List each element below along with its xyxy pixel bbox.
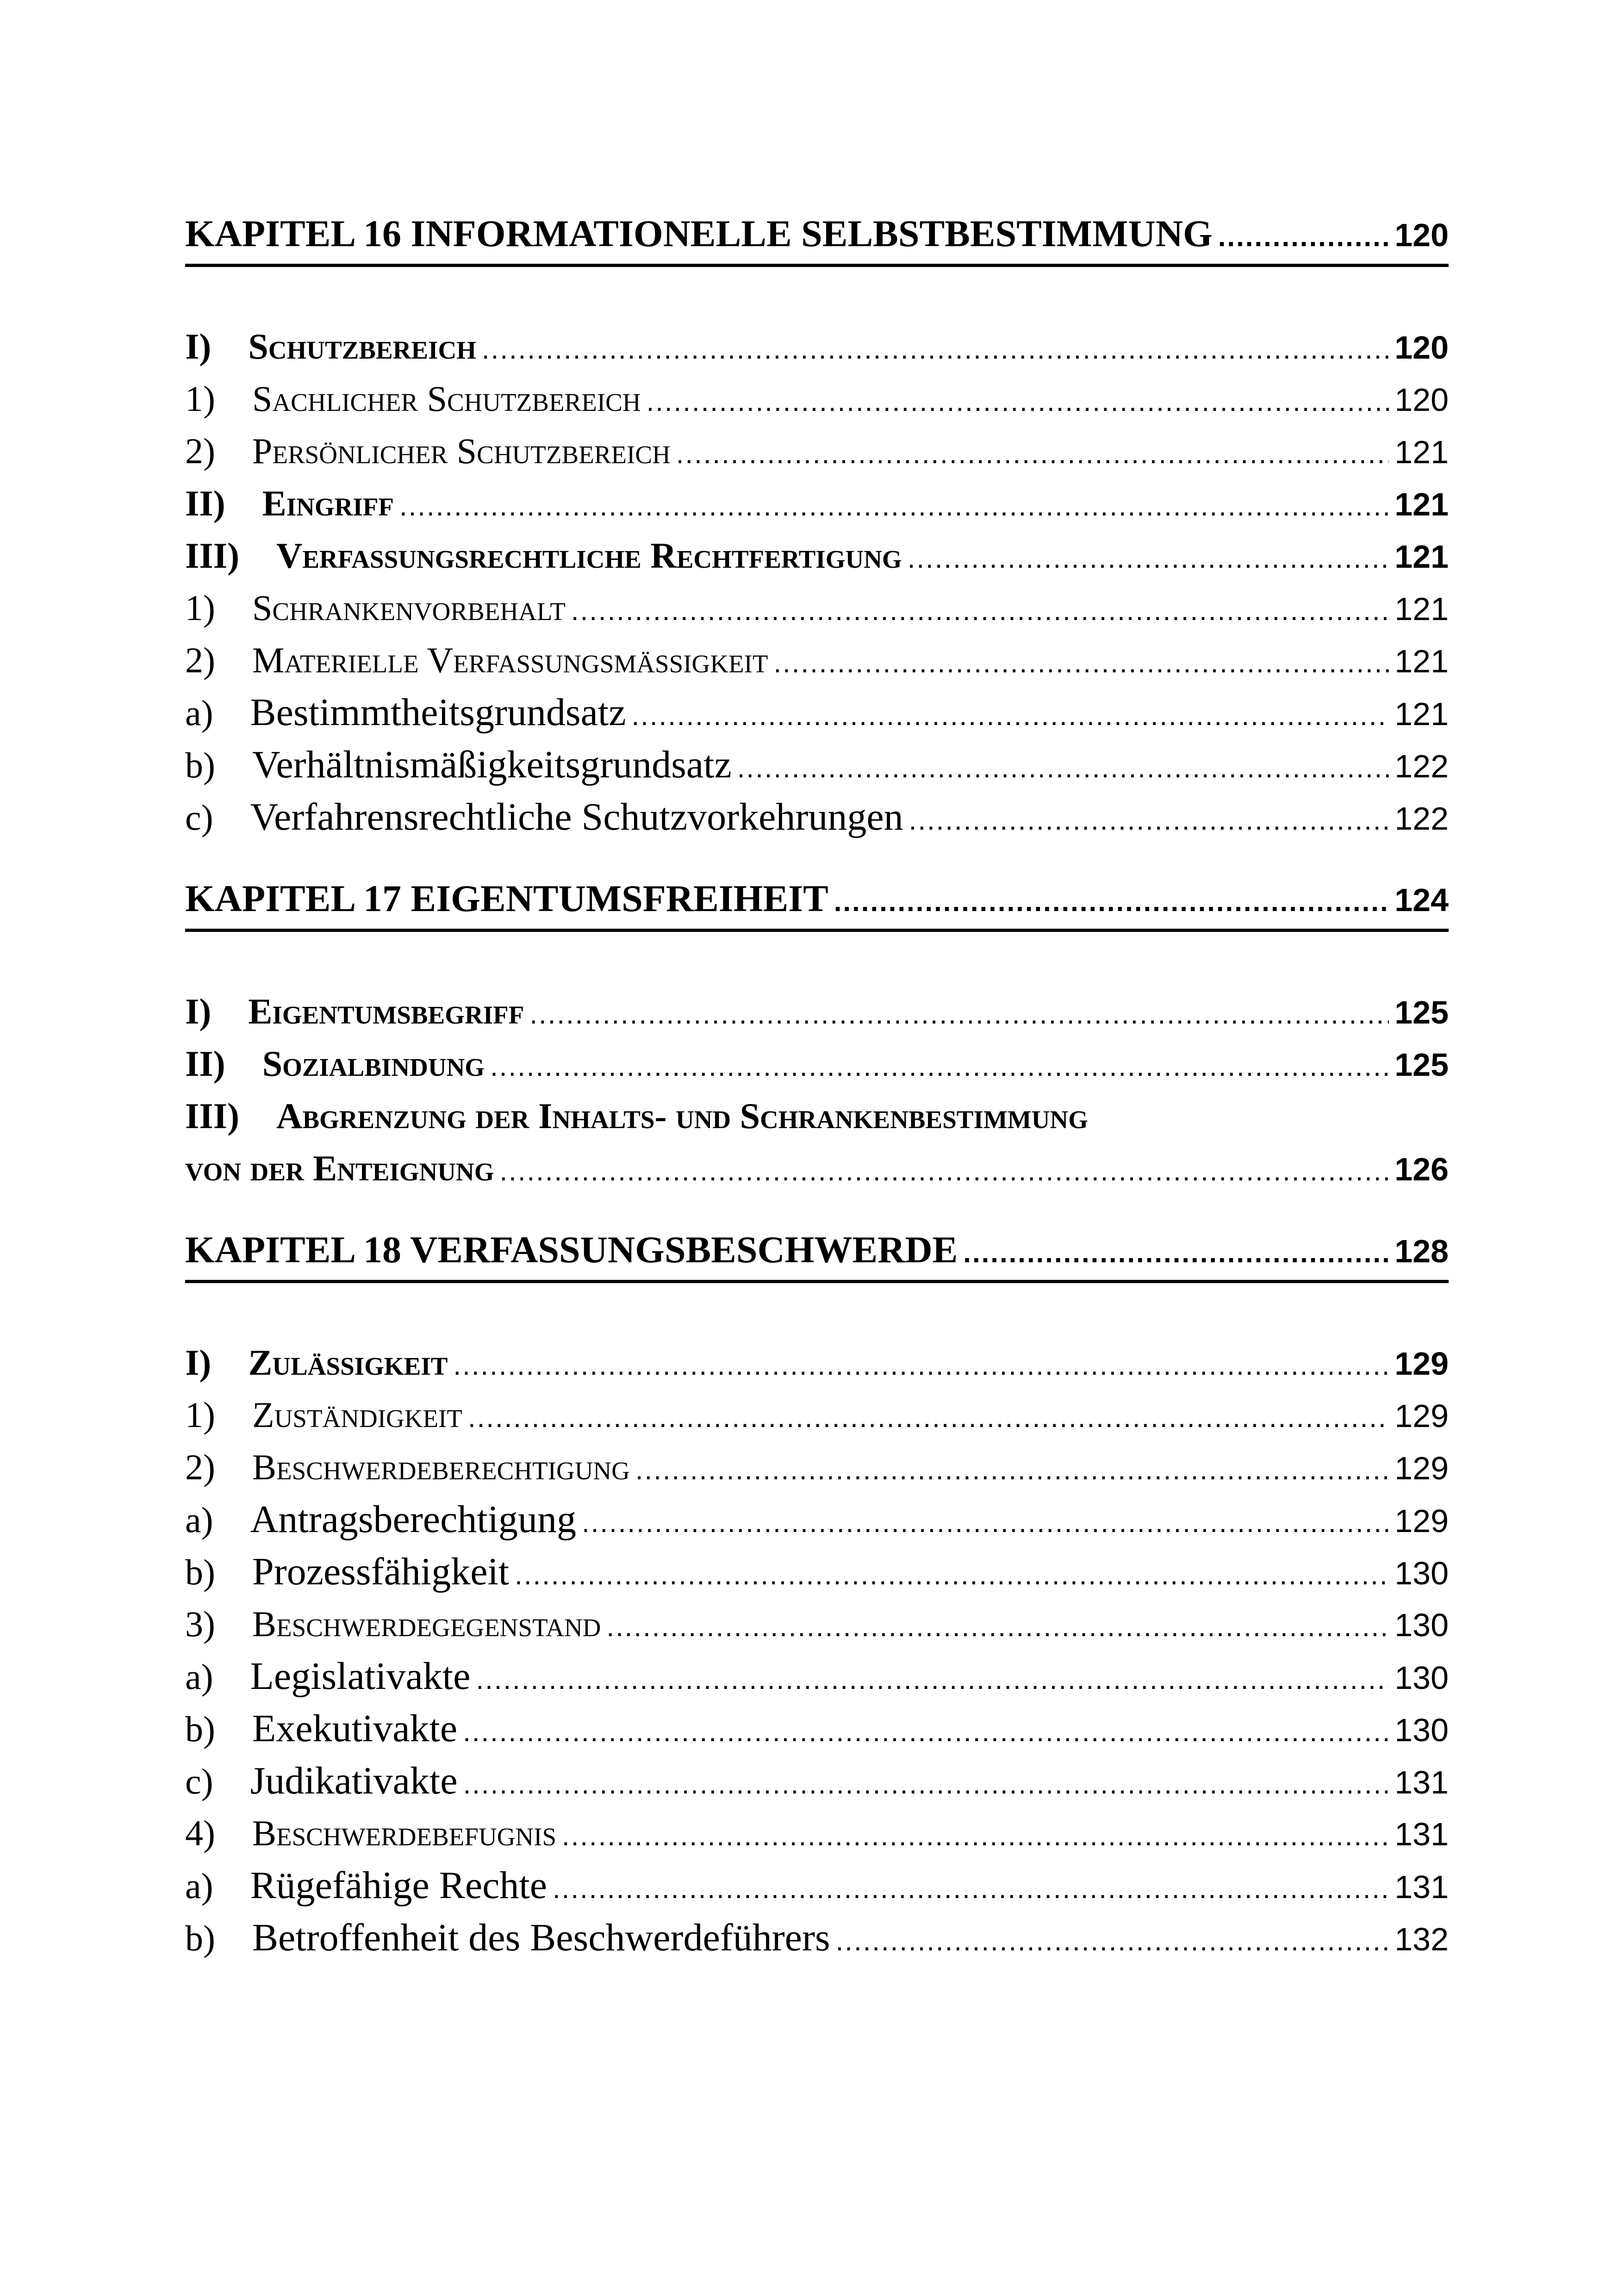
leader-dots — [476, 1653, 1389, 1706]
chapter-heading[interactable] — [185, 204, 1449, 267]
entry-number: a) — [185, 1866, 213, 1906]
toc-entry[interactable] — [185, 372, 1449, 425]
entry-label: Antragsberechtigung — [250, 1498, 577, 1541]
entry-label: Schutzbereich — [248, 326, 476, 366]
entry-number: I) — [185, 326, 212, 366]
entry-page-number: 130 — [1394, 1660, 1449, 1696]
entry-number: 2) — [185, 431, 215, 471]
entry-number: II) — [185, 483, 225, 523]
entry-page-number: 132 — [1394, 1921, 1449, 1957]
chapter-title: KAPITEL 18 VERFASSUNGSBESCHWERDE — [185, 1229, 958, 1271]
entry-label: Materielle Verfassungsmäßigkeit — [252, 640, 768, 680]
leader-dots — [632, 689, 1389, 742]
toc-entry[interactable] — [185, 1389, 1449, 1441]
leader-dots — [737, 742, 1389, 794]
leader-dots — [399, 480, 1389, 532]
entry-label: Verfassungsrechtliche Rechtfertigung — [276, 535, 902, 576]
toc-entry[interactable] — [185, 985, 1449, 1037]
toc-entry[interactable] — [185, 1755, 1449, 1807]
entry-number: 4) — [185, 1813, 215, 1853]
leader-dots — [562, 1810, 1389, 1862]
toc-entry[interactable] — [185, 320, 1449, 372]
leader-dots — [453, 1339, 1389, 1391]
table-of-contents — [185, 204, 1449, 1964]
leader-dots — [909, 794, 1389, 846]
entry-page-number: 122 — [1394, 800, 1449, 837]
entry-label: Rügefähige Rechte — [250, 1864, 548, 1907]
toc-entry[interactable] — [185, 477, 1449, 529]
leader-dots — [635, 1444, 1389, 1496]
entry-label: Prozessfähigkeit — [252, 1550, 510, 1593]
entry-label: Sachlicher Schutzbereich — [252, 379, 641, 419]
entry-number: a) — [185, 693, 213, 733]
entry-label: Persönlicher Schutzbereich — [252, 431, 671, 471]
entry-label: Zuständigkeit — [252, 1395, 462, 1435]
entry-number: II) — [185, 1043, 225, 1084]
toc-entry[interactable] — [185, 1911, 1449, 1964]
toc-entry-continuation[interactable] — [185, 1142, 1449, 1194]
entry-label: Abgrenzung der Inhalts- und Schrankenbestimmung — [276, 1096, 1088, 1136]
entry-number: a) — [185, 1657, 213, 1697]
entry-page-number: 131 — [1394, 1869, 1449, 1905]
toc-entry[interactable] — [185, 1859, 1449, 1911]
entry-label: Sozialbindung — [262, 1043, 485, 1084]
leader-dots — [834, 872, 1389, 932]
entry-page-number: 130 — [1394, 1555, 1449, 1591]
entry-number: c) — [185, 797, 213, 838]
leader-dots — [515, 1549, 1389, 1601]
entry-label: Beschwerdeberechtigung — [252, 1447, 630, 1487]
entry-label: Bestimmtheitsgrundsatz — [250, 691, 626, 734]
toc-entry[interactable] — [185, 425, 1449, 477]
entry-number: I) — [185, 991, 212, 1031]
toc-entry[interactable] — [185, 582, 1449, 634]
leader-dots — [836, 1915, 1389, 1967]
entry-page-number: 120 — [1394, 382, 1449, 418]
entry-label: Eigentumsbegriff — [248, 991, 524, 1031]
entry-number: III) — [185, 535, 240, 576]
entry-label-continuation: von der Enteignung — [185, 1148, 494, 1188]
entry-number: 2) — [185, 640, 215, 680]
entry-number: b) — [185, 1709, 215, 1749]
entry-page-number: 121 — [1394, 643, 1449, 679]
toc-entry[interactable] — [185, 1336, 1449, 1389]
toc-entry[interactable] — [185, 1037, 1449, 1090]
toc-entry[interactable] — [185, 1650, 1449, 1702]
entry-label: Betroffenheit des Beschwerdeführers — [252, 1916, 830, 1959]
chapter-page-number: 128 — [1394, 1233, 1449, 1269]
entry-number: c) — [185, 1761, 213, 1801]
entry-page-number: 129 — [1394, 1503, 1449, 1539]
entry-number: I) — [185, 1342, 212, 1383]
entry-label: Verfahrensrechtliche Schutzvorkehrungen — [250, 795, 903, 838]
chapter-title: KAPITEL 17 EIGENTUMSFREIHEIT — [185, 877, 828, 919]
entry-label: Legislativakte — [250, 1655, 471, 1698]
entry-page-number: 130 — [1394, 1712, 1449, 1748]
toc-entry[interactable] — [185, 529, 1449, 582]
leader-dots — [490, 1040, 1389, 1092]
leader-dots — [773, 637, 1389, 689]
entry-label: Judikativakte — [250, 1759, 458, 1802]
entry-label: Beschwerdegegenstand — [252, 1604, 601, 1644]
entry-page-number: 129 — [1394, 1346, 1449, 1382]
entry-page-number: 121 — [1394, 434, 1449, 470]
toc-entry[interactable] — [185, 634, 1449, 686]
leader-dots — [582, 1496, 1389, 1549]
entry-page-number: 121 — [1394, 696, 1449, 732]
toc-entry[interactable] — [185, 738, 1449, 791]
toc-entry[interactable] — [185, 1441, 1449, 1493]
leader-dots — [482, 323, 1389, 375]
toc-entry[interactable] — [185, 1807, 1449, 1859]
entry-page-number: 121 — [1394, 486, 1449, 522]
leader-dots — [553, 1862, 1389, 1915]
chapter-title: KAPITEL 16 INFORMATIONELLE SELBSTBESTIMMUNG — [185, 212, 1213, 254]
entry-page-number: 125 — [1394, 994, 1449, 1030]
leader-dots — [676, 428, 1389, 480]
entry-number: III) — [185, 1096, 240, 1136]
leader-dots — [499, 1145, 1389, 1197]
toc-entry[interactable] — [185, 791, 1449, 843]
toc-entry[interactable] — [185, 1598, 1449, 1650]
entry-number: 1) — [185, 1395, 215, 1435]
entry-number: 3) — [185, 1604, 215, 1644]
entry-page-number: 122 — [1394, 748, 1449, 784]
entry-number: b) — [185, 745, 215, 785]
entry-label: Beschwerdebefugnis — [252, 1813, 557, 1853]
chapter-heading[interactable] — [185, 869, 1449, 932]
entry-page-number: 130 — [1394, 1607, 1449, 1643]
leader-dots — [468, 1391, 1389, 1444]
leader-dots — [647, 375, 1389, 428]
entry-page-number: 126 — [1394, 1151, 1449, 1187]
entry-number: a) — [185, 1500, 213, 1540]
entry-label: Verhältnismäßigkeitsgrundsatz — [252, 743, 732, 786]
leader-dots — [1218, 207, 1389, 267]
entry-page-number: 129 — [1394, 1450, 1449, 1486]
entry-page-number: 120 — [1394, 329, 1449, 366]
leader-dots — [571, 584, 1389, 637]
entry-label: Exekutivakte — [252, 1707, 458, 1750]
toc-entry[interactable] — [185, 686, 1449, 738]
entry-number: b) — [185, 1552, 215, 1592]
leader-dots — [963, 1223, 1389, 1283]
entry-number: 1) — [185, 588, 215, 628]
toc-entry[interactable] — [185, 1702, 1449, 1755]
chapter-heading[interactable] — [185, 1220, 1449, 1283]
entry-number: 1) — [185, 379, 215, 419]
entry-page-number: 129 — [1394, 1398, 1449, 1434]
toc-entry[interactable] — [185, 1493, 1449, 1545]
entry-page-number: 131 — [1394, 1764, 1449, 1800]
entry-page-number: 121 — [1394, 591, 1449, 627]
leader-dots — [529, 988, 1389, 1040]
chapter-page-number: 120 — [1394, 217, 1449, 253]
leader-dots — [463, 1706, 1389, 1758]
entry-label: Eingriff — [262, 483, 394, 523]
entry-number: b) — [185, 1918, 215, 1958]
entry-page-number: 125 — [1394, 1047, 1449, 1083]
entry-label: Schrankenvorbehalt — [252, 588, 566, 628]
entry-number: 2) — [185, 1447, 215, 1487]
entry-label: Zulässigkeit — [248, 1342, 448, 1383]
chapter-page-number: 124 — [1394, 882, 1449, 918]
toc-entry[interactable] — [185, 1090, 1449, 1142]
leader-dots — [606, 1601, 1389, 1653]
leader-dots — [908, 532, 1389, 584]
leader-dots — [463, 1758, 1389, 1810]
entry-page-number: 121 — [1394, 539, 1449, 575]
toc-entry[interactable] — [185, 1545, 1449, 1598]
entry-page-number: 131 — [1394, 1816, 1449, 1852]
